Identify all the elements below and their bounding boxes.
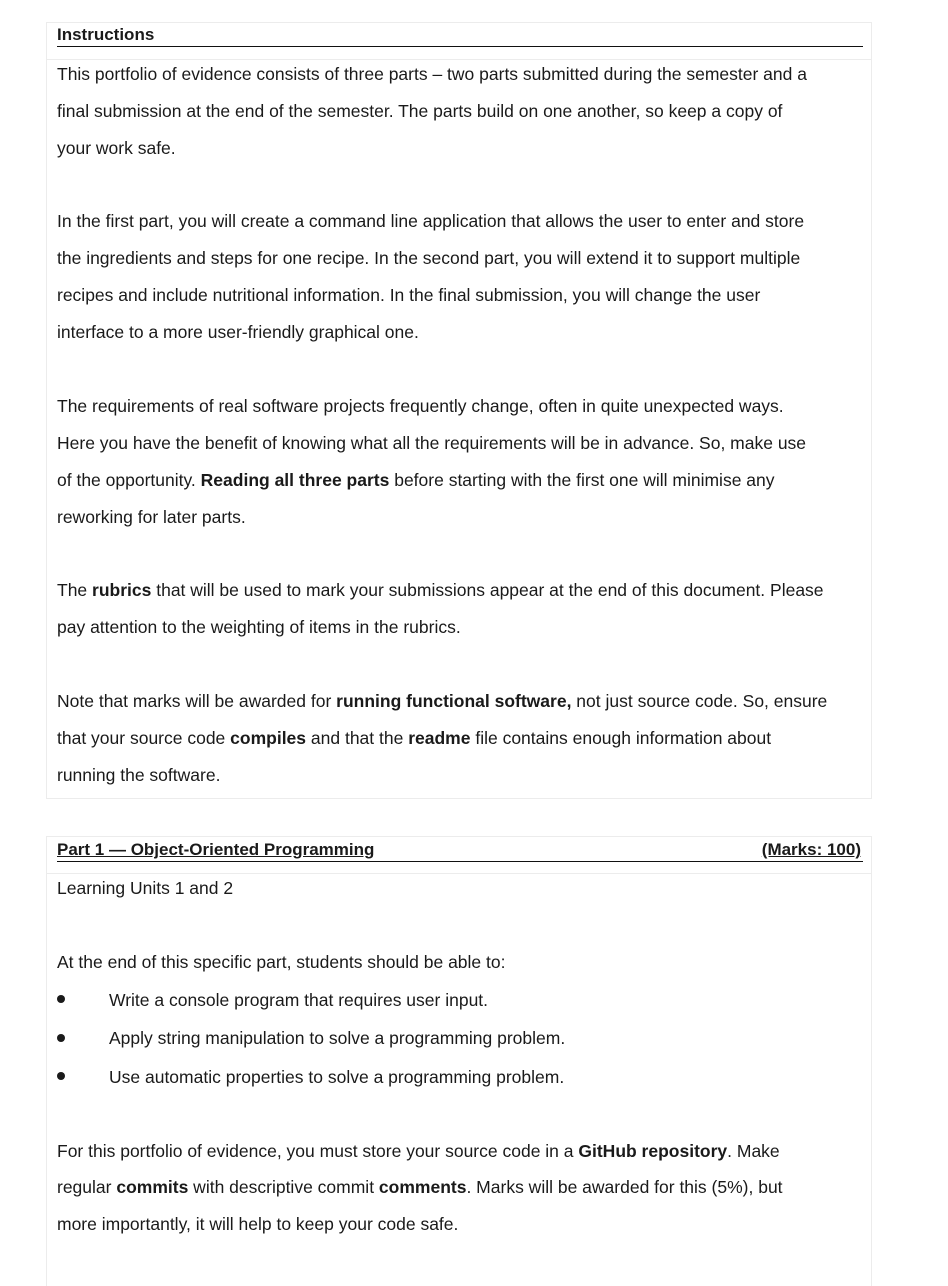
part1-title: Part 1 — Object-Oriented Programming (57, 840, 375, 859)
outcome-item: Write a console program that requires user input. (109, 990, 489, 1010)
text-run: . Marks will be awarded for this (5%), but (466, 1177, 783, 1197)
emphasis-text: rubrics (92, 580, 152, 600)
text-run: For this portfolio of evidence, you must store your source code in a (57, 1141, 579, 1161)
emphasis-text: commits (116, 1177, 189, 1197)
paragraph-line (57, 468, 775, 492)
paragraph-line: more importantly, it will help to keep your code safe. (57, 1214, 459, 1234)
text-run: that your source code (57, 728, 231, 748)
text-run: regular (57, 1177, 117, 1197)
text-run: of the opportunity. (57, 470, 201, 490)
emphasis-text: readme (408, 728, 471, 748)
text-run: . Make (727, 1141, 780, 1161)
part1-marks: (Marks: 100) (761, 840, 861, 859)
text-run: and that the (306, 728, 409, 748)
text-run: The (57, 580, 93, 600)
outcome-item: Use automatic properties to solve a programming problem. (109, 1067, 565, 1087)
outcomes-intro: At the end of this specific part, students should be able to: (57, 952, 506, 972)
emphasis-text: running functional software, (336, 691, 572, 711)
text-run: with descriptive commit (188, 1177, 379, 1197)
paragraph-line: final submission at the end of the semester. The parts build on one another, so keep a copy of (57, 101, 783, 121)
emphasis-text: comments (378, 1177, 467, 1197)
learning-units: Learning Units 1 and 2 (57, 878, 234, 898)
heading-divider (47, 873, 871, 874)
paragraph-line (57, 1139, 780, 1163)
paragraph-line: the ingredients and steps for one recipe. In the second part, you will extend it to support multiple (57, 248, 801, 268)
text-run: file contains enough information about (470, 728, 772, 748)
paragraph-line: Here you have the benefit of knowing what all the requirements will be in advance. So, make use (57, 433, 807, 453)
paragraph-line (57, 726, 771, 750)
bullet-icon (57, 1072, 65, 1080)
emphasis-text: Reading all three parts (200, 470, 390, 490)
emphasis-text: GitHub repository (578, 1141, 728, 1161)
paragraph-line: In the first part, you will create a command line application that allows the user to enter and store (57, 211, 805, 231)
paragraph-line: your work safe. (57, 138, 176, 158)
text-run: before starting with the first one will minimise any (389, 470, 775, 490)
paragraph-line: reworking for later parts. (57, 507, 246, 527)
text-run: that will be used to mark your submissions appear at the end of this document. Please (151, 580, 824, 600)
outcome-item: Apply string manipulation to solve a programming problem. (109, 1028, 566, 1048)
part1-heading (57, 839, 863, 862)
heading-divider (47, 59, 871, 60)
paragraph-line: pay attention to the weighting of items in the rubrics. (57, 617, 461, 637)
paragraph-line: recipes and include nutritional information. In the final submission, you will change the user (57, 285, 761, 305)
paragraph-line: The requirements of real software projects frequently change, often in quite unexpected ways. (57, 396, 784, 416)
bullet-icon (57, 1034, 65, 1042)
paragraph-line (57, 1175, 783, 1199)
emphasis-text: compiles (230, 728, 307, 748)
paragraph-line (57, 578, 824, 602)
paragraph-line (57, 689, 827, 713)
bullet-icon (57, 995, 65, 1003)
instructions-heading-text: Instructions (57, 25, 155, 44)
instructions-heading (57, 24, 863, 47)
paragraph-line: This portfolio of evidence consists of three parts – two parts submitted during the semester and a (57, 64, 807, 84)
paragraph-line: running the software. (57, 765, 221, 785)
text-run: not just source code. So, ensure (571, 691, 828, 711)
text-run: Note that marks will be awarded for (57, 691, 337, 711)
paragraph-line: interface to a more user-friendly graphical one. (57, 322, 419, 342)
